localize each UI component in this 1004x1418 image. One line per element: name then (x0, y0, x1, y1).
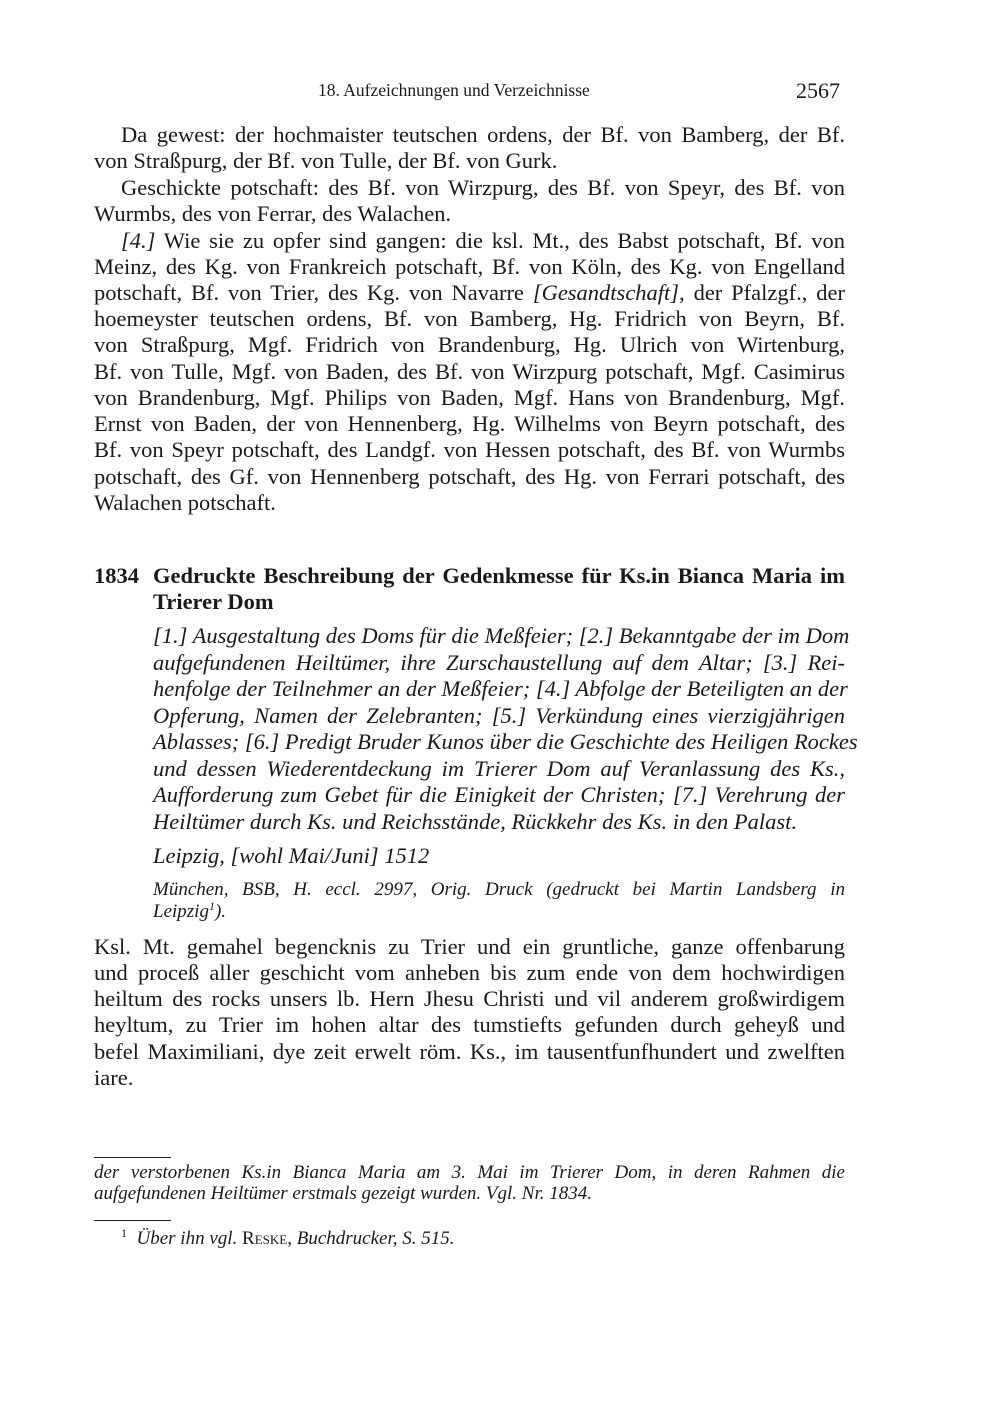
paragraph-line: Bf. von Tulle, Mgf. von Baden, des Bf. von Wirzpurg potschaft, Mgf. Casimirus (94, 359, 845, 384)
paragraph-line: Meinz, des Kg. von Frankreich potschaft, Bf. von Köln, des Kg. von Engelland (94, 254, 845, 279)
entry-number: 1834 (94, 563, 139, 588)
paragraph-line: [4.] Wie sie zu opfer sind gangen: die ksl. Mt., des Babst potschaft, Bf. von (121, 228, 845, 253)
summary-line: aufgefundenen Heiltümer, ihre Zurschaustellung auf dem Altar; [3.] Rei- (153, 650, 845, 675)
summary-line: Ablasses; [6.] Predigt Bruder Kunos über die Geschichte des Heiligen Rockes (153, 729, 858, 754)
place-date: Leipzig, [wohl Mai/Juni] 1512 (153, 843, 430, 868)
summary-line: und dessen Wiederentdeckung im Trierer Dom auf Veranlassung des Ks., (153, 756, 845, 781)
section-label: [4.] (121, 228, 156, 253)
paragraph-line: potschaft, Bf. von Trier, des Kg. von Navarre [Gesandtschaft], der Pfalzgf., der (94, 280, 846, 305)
paragraph-line: hoemeyster teutschen ordens, Bf. von Bamberg, Hg. Fridrich von Beyrn, Bf. (94, 306, 845, 331)
text-line: heyltum, zu Trier im hohen altar des tumstiefts gefunden durch geheyß und (94, 1012, 845, 1037)
paragraph-line: von Brandenburg, Mgf. Philips von Baden, Mgf. Hans von Brandenburg, Mgf. (94, 385, 845, 410)
footnote-carryover: aufgefundenen Heiltümer erstmals gezeigt wurden. Vgl. Nr. 1834. (94, 1183, 592, 1204)
paragraph-line: Ernst von Baden, der von Hennenberg, Hg. Wilhelms von Beyrn potschaft, des (94, 411, 845, 436)
summary-line: henfolge der Teilnehmer an der Meßfeier; [4.] Abfolge der Beteiligten an der (153, 676, 848, 701)
footnote-carryover: der verstorbenen Ks.in Bianca Maria am 3. Mai im Trierer Dom, in deren Rahmen die (94, 1162, 845, 1183)
summary-line: Opferung, Namen der Zelebranten; [5.] Verkündung eines vierzigjährigen (153, 703, 845, 728)
entry-title: Gedruckte Beschreibung der Gedenkmesse für Ks.in Bianca Maria im (153, 563, 845, 588)
footnote-ref[interactable]: 1 (208, 899, 215, 913)
source-line: München, BSB, H. eccl. 2997, Orig. Druck (gedruckt bei Martin Landsberg in (153, 879, 845, 900)
text-line: und proceß aller geschicht vom anheben bis zum ende von dem hochwirdigen (94, 960, 845, 985)
text-line: iare. (94, 1065, 134, 1090)
footnote-rule (94, 1220, 171, 1221)
paragraph-line: Wurmbs, des von Ferrar, des Walachen. (94, 201, 452, 226)
paragraph-line: von Straßpurg, der Bf. von Tulle, der Bf. von Gurk. (94, 148, 558, 173)
paragraph-line: Walachen potschaft. (94, 490, 276, 515)
summary-line: Heiltümer durch Ks. und Reichsstände, Rückkehr des Ks. in den Palast. (153, 809, 798, 834)
paragraph-line: potschaft, des Gf. von Hennenberg potschaft, des Hg. von Ferrari potschaft, des (94, 464, 845, 489)
author-name: Reske (242, 1228, 288, 1249)
editorial-insert: [Gesandtschaft] (532, 280, 680, 305)
page-number: 2567 (796, 78, 840, 103)
paragraph-line: Geschickte potschaft: des Bf. von Wirzpurg, des Bf. von Speyr, des Bf. von (121, 175, 845, 200)
footnote-marker: 1 (121, 1226, 127, 1240)
paragraph-line: Bf. von Speyr potschaft, des Landgf. von Hessen potschaft, des Bf. von Wurmbs (94, 437, 845, 462)
text-line: heiltum des rocks unsers lb. Hern Jhesu Christi und vil anderem großwirdigem (94, 986, 845, 1011)
footnote-1: $^1$ Über ihn vgl. Reske, Buchdrucker, S. 515. (121, 1226, 455, 1249)
summary-line: Aufforderung zum Gebet für die Einigkeit der Christen; [7.] Verehrung der (153, 782, 845, 807)
footnote-rule (94, 1157, 171, 1158)
paragraph-line: Da gewest: der hochmaister teutschen ordens, der Bf. von Bamberg, der Bf. (121, 122, 845, 147)
source-line: Leipzig$^1$). (153, 899, 227, 922)
entry-title: Trierer Dom (153, 589, 274, 614)
text-line: befel Maximiliani, dye zeit erwelt röm. Ks., im tausentfunfhundert und zwelften (94, 1039, 845, 1064)
text-line: Ksl. Mt. gemahel begencknis zu Trier und ein gruntliche, ganze offenbarung (94, 934, 845, 959)
paragraph-line: von Straßpurg, Mgf. Fridrich von Brandenburg, Hg. Ulrich von Wirtenburg, (94, 332, 845, 357)
summary-line: [1.] Ausgestaltung des Doms für die Meßfeier; [2.] Bekanntgabe der im Dom (153, 623, 850, 648)
running-head: 18. Aufzeichnungen und Verzeichnisse (318, 80, 590, 100)
